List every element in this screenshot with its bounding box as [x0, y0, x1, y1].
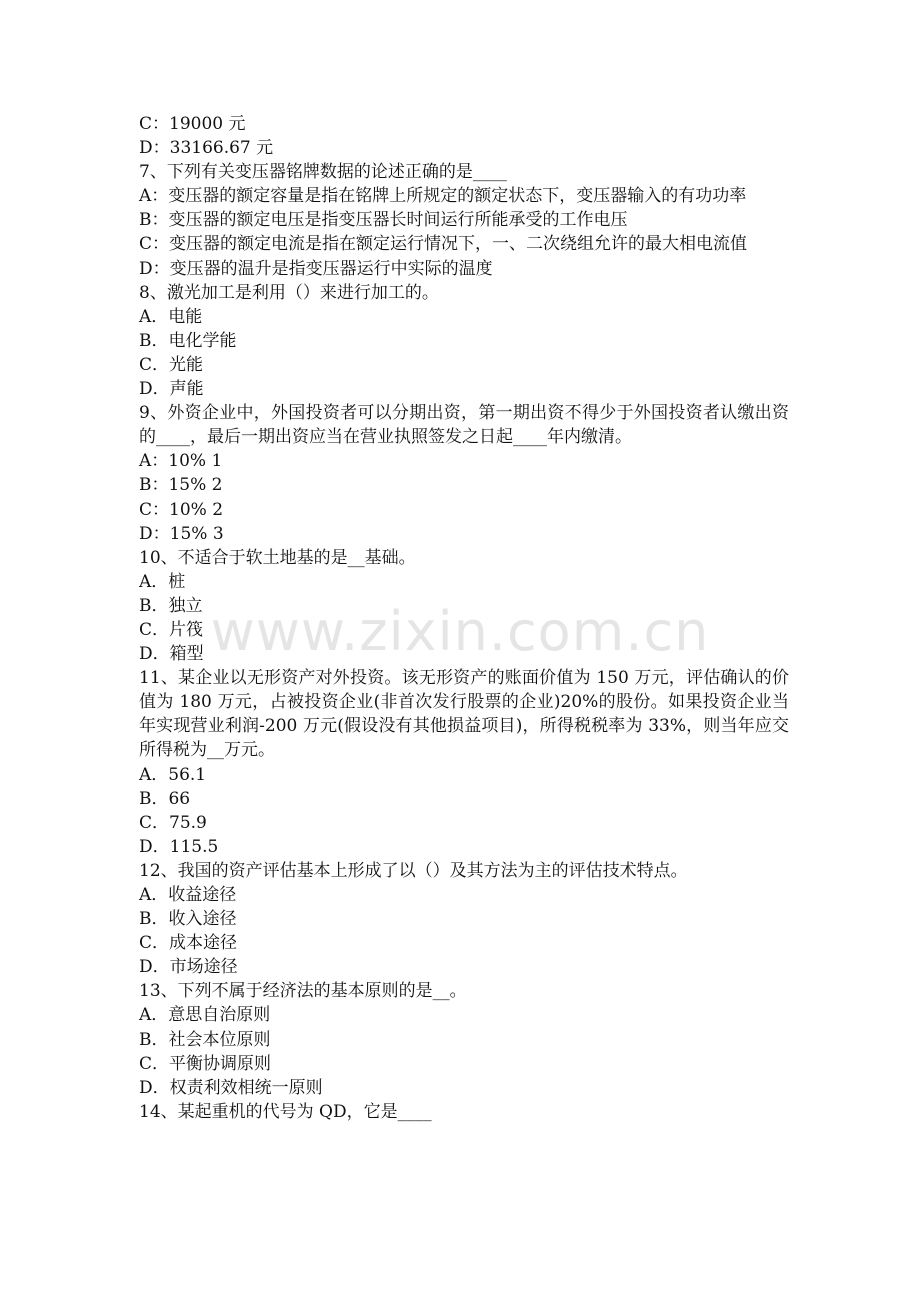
text-line: D．115.5 — [139, 836, 219, 857]
text-line: B．收入途径 — [139, 909, 237, 930]
text-line: 8、激光加工是利用（）来进行加工的。 — [139, 282, 439, 303]
text-line: C．片筏 — [139, 619, 204, 640]
text-line: A．收益途径 — [139, 885, 237, 905]
text-line: A：变压器的额定容量是指在铭牌上所规定的额定状态下，变压器输入的有功功率 — [139, 186, 747, 207]
text-line: B．66 — [139, 788, 191, 809]
text-line: C．75.9 — [139, 812, 207, 833]
text-line: C：10% 2 — [139, 499, 224, 520]
text-line: B．电化学能 — [139, 330, 237, 351]
text-line: 11、某企业以无形资产对外投资。该无形资产的账面价值为 150 万元，评估确认的价值为 180 万元，占被投资企业(非首次发行股票的企业)20%的股份。如果投资企业当年实现营业利润-200 万元(假设没有其他损益项目)，所得税税率为 33%，则当年应交所得税为__万元。 — [139, 668, 789, 761]
text-line: B：变压器的额定电压是指变压器长时间运行所能承受的工作电压 — [139, 210, 628, 231]
text-line: D：15% 3 — [139, 523, 224, 544]
watermark: www.zixin.com.cn — [210, 600, 710, 663]
text-line: A．56.1 — [139, 764, 207, 785]
text-line: C：19000 元 — [139, 114, 246, 134]
text-line: 7、下列有关变压器铭牌数据的论述正确的是____ — [139, 162, 507, 183]
text-line: B．社会本位原则 — [139, 1029, 271, 1050]
text-line: C．光能 — [139, 354, 204, 375]
text-line: D．权责利效相统一原则 — [139, 1077, 323, 1098]
text-line: D．市场途径 — [139, 957, 238, 978]
text-line: B．独立 — [139, 595, 203, 616]
text-line: 12、我国的资产评估基本上形成了以（）及其方法为主的评估技术特点。 — [139, 860, 688, 881]
text-line: D．声能 — [139, 379, 204, 400]
text-line: C．成本途径 — [139, 933, 238, 954]
text-line: A：10% 1 — [139, 451, 223, 472]
text-line: 14、某起重机的代号为 QD，它是____ — [139, 1101, 432, 1122]
text-line: A．意思自治原则 — [139, 1005, 271, 1026]
text-line: 13、下列不属于经济法的基本原则的是__。 — [139, 981, 467, 1002]
text-line: D：33166.67 元 — [139, 138, 274, 159]
text-line: B：15% 2 — [139, 475, 223, 496]
text-line: 9、外资企业中，外国投资者可以分期出资，第一期出资不得少于外国投资者认缴出资的____，最后一期出资应当在营业执照签发之日起____年内缴清。 — [139, 403, 789, 448]
text-line: C．平衡协调原则 — [139, 1053, 272, 1074]
text-line: 10、不适合于软土地基的是__基础。 — [139, 547, 416, 568]
text-line: D．箱型 — [139, 644, 204, 665]
text-line: A．电能 — [139, 306, 203, 327]
text-line: A．桩 — [139, 571, 186, 592]
text-line: C：变压器的额定电流是指在额定运行情况下，一、二次绕组允许的最大相电流值 — [139, 234, 748, 255]
text-line: D：变压器的温升是指变压器运行中实际的温度 — [139, 258, 493, 279]
question-text-block — [139, 112, 789, 1124]
